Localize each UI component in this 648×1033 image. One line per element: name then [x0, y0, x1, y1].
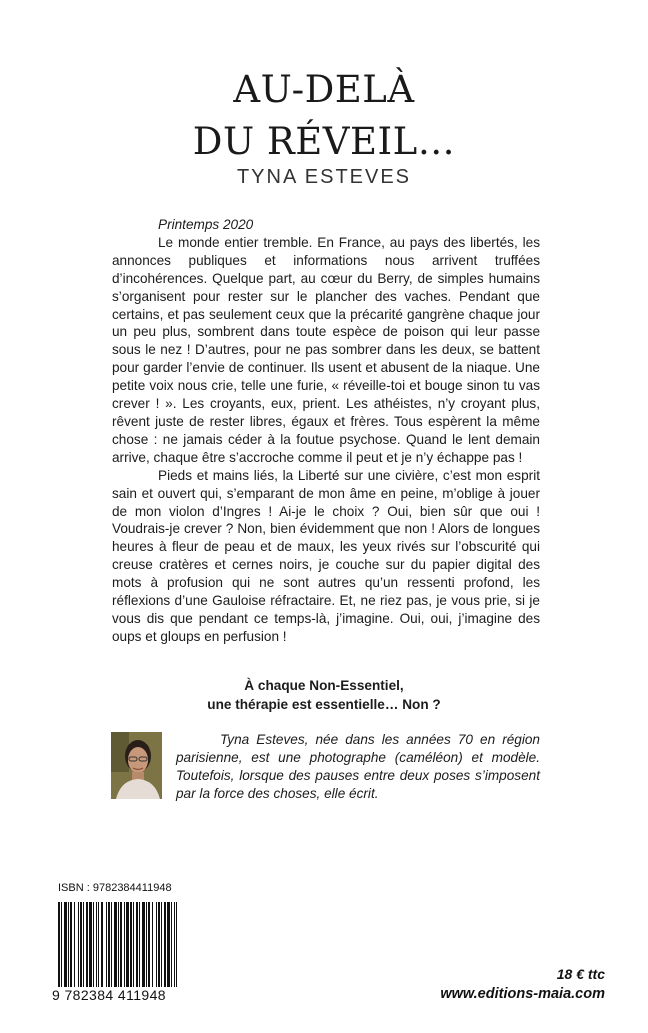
tagline	[0, 676, 648, 714]
barcode-bar	[89, 902, 92, 990]
barcode-bar	[139, 902, 140, 990]
blurb-paragraph-2: Pieds et mains liés, la Liberté sur une civière, c’est mon esprit sain et ouvert qui, s’emparant de mon âme en peine, m’oblige à jouer de mon violon d’Ingres ! Ai-je le choix ? Oui, bien sûr que oui ! Voudrais-je crever ? Non, bien évidemment que non ! Alors de longues heures à fleur de peau et de maux, les yeux rivés sur l’obscurité qui creuse cratères et cernes noirs, je couche sur du papier digital des mots à profusion qui ne sont autres qu’un ressenti profond, les réflexions d’une Gauloise réfractaire. Et, ne riez pas, je vous prie, si je vous dis que pendant ce temps-là, j’imagine. Oui, oui, j’imagine des oups et gloups en perfusion !	[112, 467, 540, 644]
barcode-bar	[114, 902, 117, 990]
barcode-bar	[61, 902, 62, 990]
barcode-bar	[158, 902, 160, 990]
book-title-line1: AU-DELÀ	[233, 68, 415, 111]
blurb-dateline: Printemps 2020	[158, 217, 254, 232]
barcode-bar	[167, 902, 170, 990]
barcode-digits: 9 782384 411948	[52, 987, 180, 1003]
author-name: TYNA ESTEVES	[236, 166, 412, 188]
barcode-bar	[130, 902, 132, 990]
barcode-bar	[152, 902, 153, 990]
barcode-bar	[126, 902, 129, 990]
barcode-bar	[96, 902, 97, 990]
author-portrait-image	[111, 732, 162, 799]
barcode-bar	[83, 902, 84, 990]
barcode-bar	[161, 902, 162, 990]
barcode-bar	[142, 902, 145, 990]
barcode-bar	[101, 902, 103, 990]
barcode-bar	[146, 902, 147, 990]
isbn-label: ISBN : 9782384411948	[58, 882, 172, 894]
barcode-bar	[80, 902, 82, 990]
author-photo	[111, 732, 162, 799]
barcode-bar	[120, 902, 122, 990]
author-bio: Tyna Esteves, née dans les années 70 en région parisienne, est une photographe (caméléon) et modèle. Toutefois, lorsque des pauses entre deux poses s’imposent par la force des choses, elle écrit.	[176, 732, 540, 801]
barcode-bar	[176, 902, 177, 990]
barcode-bar	[68, 902, 69, 990]
barcode-bar	[64, 902, 67, 990]
publisher-website: www.editions-maia.com	[440, 986, 605, 1002]
barcode-bar	[98, 902, 99, 990]
price: 18 € ttc	[556, 966, 605, 982]
barcode-bar	[78, 902, 79, 990]
barcode-bar	[111, 902, 112, 990]
barcode-bar	[86, 902, 88, 990]
barcode-bar	[93, 902, 94, 990]
barcode-bar	[108, 902, 110, 990]
barcode-bar	[164, 902, 166, 990]
barcode-bar	[106, 902, 107, 990]
barcode-bar	[171, 902, 172, 990]
book-title	[0, 64, 648, 168]
tagline-line1: À chaque Non-Essentiel,	[244, 678, 404, 693]
barcode-bar	[133, 902, 134, 990]
blurb-paragraph-1: Le monde entier tremble. En France, au pays des libertés, les annonces publiques et informations nous arrivent truffées d’incohérences. Quelque part, au cœur du Berry, de simples humains s’organisent pour rester sur le plancher des vaches. Pendant que certains, et pas seulement ceux que la précarité gangrène chaque jour un peu plus, sombrent dans toute espèce de poison qui leur passe sous le nez ! D’autres, pour ne pas sombrer dans les deux, se battent pour garder l’envie de continuer. Ils usent et abusent de la niaque. Une petite voix nous crie, telle une furie, « réveille-toi et bouge sinon tu vas crever ! ». Les croyants, eux, prient. Les athéistes, n’y croyant plus, rêvent juste de rester libres, égaux et frères. Tous espèrent la même chose : ne jamais céder à la foutue psychose. Quand le lent demain arrive, chaque être s’accroche comme il peut et je n’y échappe pas !	[112, 234, 540, 465]
barcode-bar	[118, 902, 119, 990]
barcode	[58, 902, 178, 994]
tagline-line2: une thérapie est essentielle… Non ?	[207, 697, 441, 712]
barcode-bar	[156, 902, 157, 990]
barcode-bar	[124, 902, 125, 990]
barcode-bar	[174, 902, 175, 990]
barcode-bar	[74, 902, 75, 990]
barcode-bar	[148, 902, 150, 990]
blurb	[112, 216, 540, 646]
barcode-bar	[70, 902, 72, 990]
book-title-line2: DU RÉVEIL…	[192, 120, 456, 163]
barcode-bar	[136, 902, 138, 990]
barcode-bar	[58, 902, 60, 990]
